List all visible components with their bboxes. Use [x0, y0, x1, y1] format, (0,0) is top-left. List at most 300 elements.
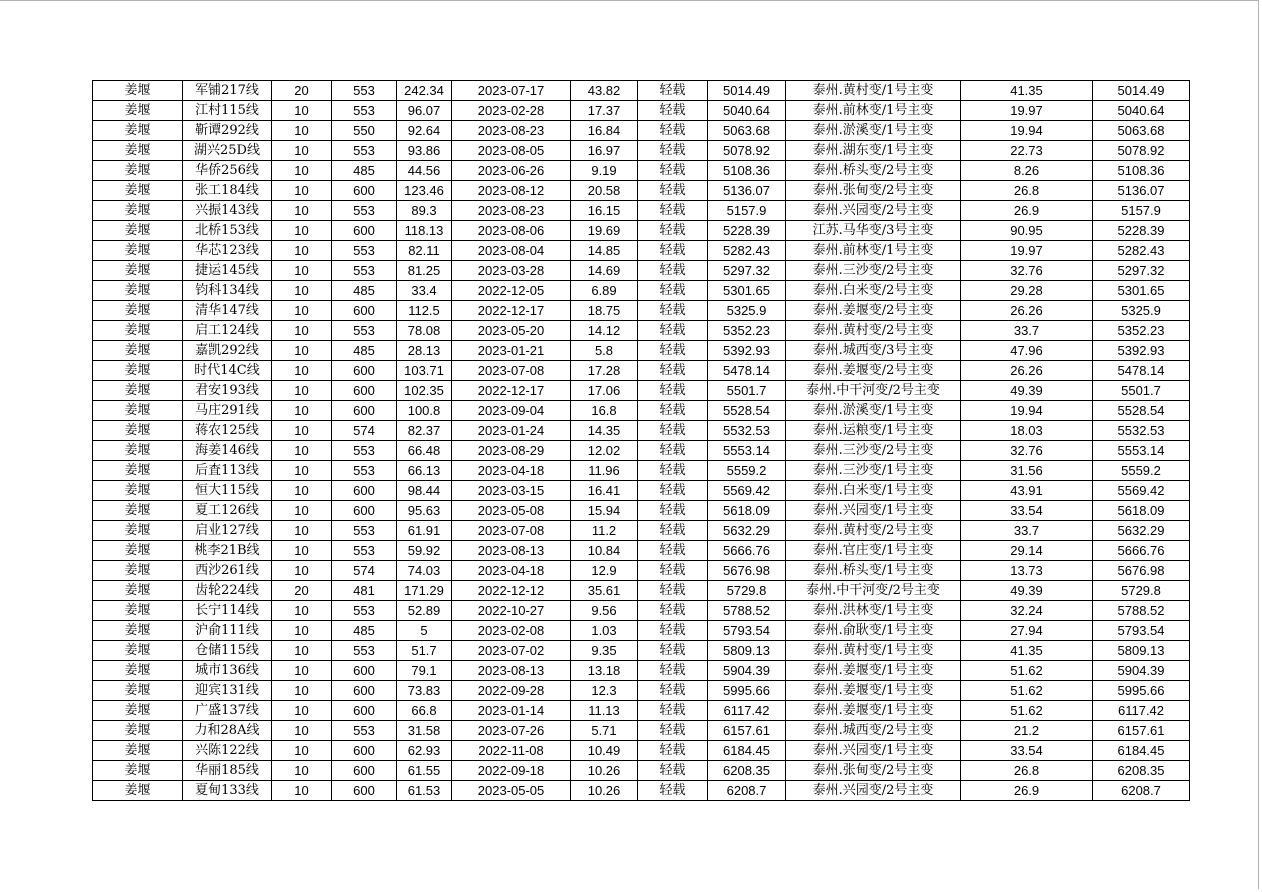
transformer-cell: 泰州.官庄变/1号主变	[786, 541, 961, 561]
date-cell: 2023-07-02	[452, 641, 571, 661]
line-name-cell: 北桥153线	[183, 221, 272, 241]
transformer-load-cell: 19.97	[961, 241, 1093, 261]
district-cell: 姜堰	[93, 181, 183, 201]
capacity-cell: 600	[332, 481, 397, 501]
transformer-cell: 泰州.姜堰变/1号主变	[786, 681, 961, 701]
load-cell: 61.91	[397, 521, 452, 541]
voltage-cell: 10	[272, 241, 332, 261]
load-cell: 82.11	[397, 241, 452, 261]
capacity-cell: 574	[332, 561, 397, 581]
load-status-cell: 轻载	[638, 381, 708, 401]
load-cell: 51.7	[397, 641, 452, 661]
date-cell: 2023-09-04	[452, 401, 571, 421]
total-cell: 5618.09	[1093, 501, 1190, 521]
capacity-cell: 485	[332, 621, 397, 641]
date-cell: 2023-01-24	[452, 421, 571, 441]
date-cell: 2023-07-08	[452, 361, 571, 381]
capacity-cell: 600	[332, 381, 397, 401]
value-cell: 5014.49	[708, 81, 786, 101]
table-row	[93, 341, 1190, 361]
district-cell: 姜堰	[93, 601, 183, 621]
district-cell: 姜堰	[93, 121, 183, 141]
load-cell: 33.4	[397, 281, 452, 301]
load-status-cell: 轻载	[638, 701, 708, 721]
transformer-load-cell: 32.76	[961, 261, 1093, 281]
load-cell: 78.08	[397, 321, 452, 341]
total-cell: 5553.14	[1093, 441, 1190, 461]
load-status-cell: 轻载	[638, 541, 708, 561]
capacity-cell: 600	[332, 741, 397, 761]
line-name-cell: 西沙261线	[183, 561, 272, 581]
load-cell: 66.13	[397, 461, 452, 481]
voltage-cell: 10	[272, 181, 332, 201]
load-rate-cell: 5.8	[571, 341, 638, 361]
capacity-cell: 600	[332, 181, 397, 201]
total-cell: 5078.92	[1093, 141, 1190, 161]
capacity-cell: 550	[332, 121, 397, 141]
transformer-cell: 泰州.俞耿变/1号主变	[786, 621, 961, 641]
transformer-cell: 泰州.淤溪变/1号主变	[786, 401, 961, 421]
voltage-cell: 10	[272, 481, 332, 501]
transformer-cell: 泰州.桥头变/2号主变	[786, 161, 961, 181]
table-row	[93, 561, 1190, 581]
capacity-cell: 553	[332, 241, 397, 261]
load-cell: 82.37	[397, 421, 452, 441]
district-cell: 姜堰	[93, 201, 183, 221]
load-rate-cell: 10.26	[571, 761, 638, 781]
date-cell: 2023-08-29	[452, 441, 571, 461]
table-row	[93, 161, 1190, 181]
transformer-load-cell: 33.54	[961, 741, 1093, 761]
value-cell: 5501.7	[708, 381, 786, 401]
voltage-cell: 10	[272, 221, 332, 241]
transformer-cell: 泰州.姜堰变/1号主变	[786, 701, 961, 721]
total-cell: 5136.07	[1093, 181, 1190, 201]
value-cell: 5618.09	[708, 501, 786, 521]
line-name-cell: 迎宾131线	[183, 681, 272, 701]
table-row	[93, 101, 1190, 121]
capacity-cell: 600	[332, 661, 397, 681]
capacity-cell: 553	[332, 641, 397, 661]
value-cell: 5040.64	[708, 101, 786, 121]
total-cell: 5729.8	[1093, 581, 1190, 601]
value-cell: 5325.9	[708, 301, 786, 321]
capacity-cell: 553	[332, 541, 397, 561]
transformer-cell: 泰州.兴园变/2号主变	[786, 201, 961, 221]
total-cell: 6184.45	[1093, 741, 1190, 761]
voltage-cell: 10	[272, 421, 332, 441]
line-name-cell: 启业127线	[183, 521, 272, 541]
load-cell: 242.34	[397, 81, 452, 101]
total-cell: 5325.9	[1093, 301, 1190, 321]
capacity-cell: 553	[332, 201, 397, 221]
line-name-cell: 清华147线	[183, 301, 272, 321]
load-cell: 31.58	[397, 721, 452, 741]
value-cell: 5553.14	[708, 441, 786, 461]
transformer-load-cell: 41.35	[961, 641, 1093, 661]
load-cell: 100.8	[397, 401, 452, 421]
voltage-cell: 10	[272, 361, 332, 381]
transformer-load-cell: 26.26	[961, 361, 1093, 381]
load-status-cell: 轻载	[638, 501, 708, 521]
load-rate-cell: 9.56	[571, 601, 638, 621]
load-status-cell: 轻载	[638, 301, 708, 321]
voltage-cell: 10	[272, 301, 332, 321]
voltage-cell: 10	[272, 701, 332, 721]
district-cell: 姜堰	[93, 361, 183, 381]
transformer-cell: 泰州.张甸变/2号主变	[786, 761, 961, 781]
load-cell: 93.86	[397, 141, 452, 161]
total-cell: 5282.43	[1093, 241, 1190, 261]
total-cell: 5559.2	[1093, 461, 1190, 481]
district-cell: 姜堰	[93, 441, 183, 461]
line-name-cell: 恒大115线	[183, 481, 272, 501]
total-cell: 5301.65	[1093, 281, 1190, 301]
district-cell: 姜堰	[93, 621, 183, 641]
table-row	[93, 441, 1190, 461]
date-cell: 2023-06-26	[452, 161, 571, 181]
date-cell: 2023-03-15	[452, 481, 571, 501]
table-row	[93, 421, 1190, 441]
load-status-cell: 轻载	[638, 361, 708, 381]
transformer-load-cell: 43.91	[961, 481, 1093, 501]
total-cell: 5297.32	[1093, 261, 1190, 281]
district-cell: 姜堰	[93, 401, 183, 421]
line-name-cell: 张工184线	[183, 181, 272, 201]
load-cell: 59.92	[397, 541, 452, 561]
date-cell: 2023-05-05	[452, 781, 571, 801]
load-status-cell: 轻载	[638, 561, 708, 581]
transformer-load-cell: 21.2	[961, 721, 1093, 741]
table-row	[93, 781, 1190, 801]
district-cell: 姜堰	[93, 261, 183, 281]
load-status-cell: 轻载	[638, 461, 708, 481]
transformer-cell: 泰州.白米变/2号主变	[786, 281, 961, 301]
load-rate-cell: 16.84	[571, 121, 638, 141]
transformer-cell: 泰州.黄村变/2号主变	[786, 321, 961, 341]
date-cell: 2023-02-28	[452, 101, 571, 121]
load-cell: 66.48	[397, 441, 452, 461]
voltage-cell: 10	[272, 501, 332, 521]
load-cell: 5	[397, 621, 452, 641]
load-status-cell: 轻载	[638, 661, 708, 681]
date-cell: 2022-11-08	[452, 741, 571, 761]
load-status-cell: 轻载	[638, 601, 708, 621]
district-cell: 姜堰	[93, 321, 183, 341]
load-rate-cell: 9.35	[571, 641, 638, 661]
value-cell: 5532.53	[708, 421, 786, 441]
date-cell: 2023-08-06	[452, 221, 571, 241]
voltage-cell: 10	[272, 461, 332, 481]
date-cell: 2023-08-23	[452, 121, 571, 141]
transformer-load-cell: 51.62	[961, 681, 1093, 701]
capacity-cell: 600	[332, 221, 397, 241]
transformer-cell: 泰州.前林变/1号主变	[786, 241, 961, 261]
load-cell: 95.63	[397, 501, 452, 521]
capacity-cell: 481	[332, 581, 397, 601]
date-cell: 2023-01-21	[452, 341, 571, 361]
value-cell: 5108.36	[708, 161, 786, 181]
transformer-cell: 泰州.黄村变/2号主变	[786, 521, 961, 541]
table-row	[93, 301, 1190, 321]
date-cell: 2022-12-17	[452, 381, 571, 401]
capacity-cell: 553	[332, 261, 397, 281]
district-cell: 姜堰	[93, 501, 183, 521]
transformer-load-cell: 27.94	[961, 621, 1093, 641]
load-rate-cell: 14.35	[571, 421, 638, 441]
value-cell: 5569.42	[708, 481, 786, 501]
table-row	[93, 461, 1190, 481]
district-cell: 姜堰	[93, 381, 183, 401]
transformer-load-cell: 49.39	[961, 581, 1093, 601]
table-row	[93, 521, 1190, 541]
value-cell: 5528.54	[708, 401, 786, 421]
date-cell: 2023-04-18	[452, 461, 571, 481]
voltage-cell: 10	[272, 201, 332, 221]
district-cell: 姜堰	[93, 241, 183, 261]
voltage-cell: 10	[272, 401, 332, 421]
value-cell: 5078.92	[708, 141, 786, 161]
district-cell: 姜堰	[93, 161, 183, 181]
district-cell: 姜堰	[93, 761, 183, 781]
transformer-load-cell: 18.03	[961, 421, 1093, 441]
line-name-cell: 嘉凯292线	[183, 341, 272, 361]
load-cell: 73.83	[397, 681, 452, 701]
table-row	[93, 681, 1190, 701]
line-name-cell: 蒋农125线	[183, 421, 272, 441]
transformer-cell: 泰州.中干河变/2号主变	[786, 581, 961, 601]
load-cell: 61.55	[397, 761, 452, 781]
capacity-cell: 600	[332, 361, 397, 381]
transformer-cell: 泰州.中干河变/2号主变	[786, 381, 961, 401]
load-cell: 92.64	[397, 121, 452, 141]
date-cell: 2023-07-17	[452, 81, 571, 101]
date-cell: 2023-08-04	[452, 241, 571, 261]
date-cell: 2023-03-28	[452, 261, 571, 281]
total-cell: 5793.54	[1093, 621, 1190, 641]
load-rate-cell: 13.18	[571, 661, 638, 681]
voltage-cell: 10	[272, 101, 332, 121]
table-row	[93, 141, 1190, 161]
voltage-cell: 10	[272, 281, 332, 301]
load-status-cell: 轻载	[638, 761, 708, 781]
table-row	[93, 181, 1190, 201]
capacity-cell: 553	[332, 521, 397, 541]
voltage-cell: 10	[272, 541, 332, 561]
value-cell: 5788.52	[708, 601, 786, 621]
value-cell: 5676.98	[708, 561, 786, 581]
line-name-cell: 兴振143线	[183, 201, 272, 221]
voltage-cell: 10	[272, 621, 332, 641]
line-name-cell: 城市136线	[183, 661, 272, 681]
transformer-cell: 泰州.城西变/3号主变	[786, 341, 961, 361]
date-cell: 2022-12-12	[452, 581, 571, 601]
total-cell: 5352.23	[1093, 321, 1190, 341]
table-row	[93, 321, 1190, 341]
value-cell: 5392.93	[708, 341, 786, 361]
load-status-cell: 轻载	[638, 141, 708, 161]
load-rate-cell: 17.37	[571, 101, 638, 121]
load-cell: 61.53	[397, 781, 452, 801]
date-cell: 2023-08-23	[452, 201, 571, 221]
value-cell: 5282.43	[708, 241, 786, 261]
transformer-cell: 泰州.白米变/1号主变	[786, 481, 961, 501]
total-cell: 5108.36	[1093, 161, 1190, 181]
capacity-cell: 553	[332, 721, 397, 741]
table-row	[93, 701, 1190, 721]
value-cell: 5228.39	[708, 221, 786, 241]
load-cell: 171.29	[397, 581, 452, 601]
capacity-cell: 553	[332, 141, 397, 161]
load-rate-cell: 12.9	[571, 561, 638, 581]
table-row	[93, 761, 1190, 781]
table-row	[93, 381, 1190, 401]
voltage-cell: 10	[272, 741, 332, 761]
transformer-cell: 泰州.桥头变/1号主变	[786, 561, 961, 581]
district-cell: 姜堰	[93, 101, 183, 121]
transformer-load-cell: 32.24	[961, 601, 1093, 621]
value-cell: 5297.32	[708, 261, 786, 281]
transformer-cell: 泰州.前林变/1号主变	[786, 101, 961, 121]
transformer-load-cell: 19.94	[961, 121, 1093, 141]
transformer-load-cell: 51.62	[961, 701, 1093, 721]
load-status-cell: 轻载	[638, 241, 708, 261]
load-cell: 103.71	[397, 361, 452, 381]
load-cell: 52.89	[397, 601, 452, 621]
load-status-cell: 轻载	[638, 121, 708, 141]
transformer-load-cell: 51.62	[961, 661, 1093, 681]
load-cell: 98.44	[397, 481, 452, 501]
line-name-cell: 华侨256线	[183, 161, 272, 181]
load-rate-cell: 35.61	[571, 581, 638, 601]
table-row	[93, 81, 1190, 101]
line-name-cell: 力和28A线	[183, 721, 272, 741]
district-cell: 姜堰	[93, 421, 183, 441]
capacity-cell: 485	[332, 161, 397, 181]
transformer-load-cell: 26.8	[961, 181, 1093, 201]
district-cell: 姜堰	[93, 661, 183, 681]
line-name-cell: 华芯123线	[183, 241, 272, 261]
date-cell: 2022-12-05	[452, 281, 571, 301]
table-row	[93, 121, 1190, 141]
load-status-cell: 轻载	[638, 481, 708, 501]
transformer-cell: 泰州.兴园变/1号主变	[786, 741, 961, 761]
table-row	[93, 241, 1190, 261]
load-rate-cell: 10.84	[571, 541, 638, 561]
voltage-cell: 10	[272, 381, 332, 401]
load-rate-cell: 15.94	[571, 501, 638, 521]
load-rate-cell: 11.2	[571, 521, 638, 541]
line-name-cell: 时代14C线	[183, 361, 272, 381]
transformer-load-cell: 26.9	[961, 201, 1093, 221]
value-cell: 5157.9	[708, 201, 786, 221]
value-cell: 5729.8	[708, 581, 786, 601]
voltage-cell: 10	[272, 641, 332, 661]
load-cell: 79.1	[397, 661, 452, 681]
value-cell: 5995.66	[708, 681, 786, 701]
voltage-cell: 20	[272, 81, 332, 101]
district-cell: 姜堰	[93, 141, 183, 161]
transformer-load-cell: 26.26	[961, 301, 1093, 321]
table-row	[93, 621, 1190, 641]
value-cell: 5352.23	[708, 321, 786, 341]
load-rate-cell: 43.82	[571, 81, 638, 101]
total-cell: 5040.64	[1093, 101, 1190, 121]
transformer-load-cell: 19.97	[961, 101, 1093, 121]
value-cell: 6208.35	[708, 761, 786, 781]
capacity-cell: 553	[332, 101, 397, 121]
total-cell: 5809.13	[1093, 641, 1190, 661]
line-name-cell: 兴陈122线	[183, 741, 272, 761]
transformer-cell: 泰州.姜堰变/1号主变	[786, 661, 961, 681]
district-cell: 姜堰	[93, 281, 183, 301]
load-status-cell: 轻载	[638, 641, 708, 661]
line-name-cell: 齿轮224线	[183, 581, 272, 601]
transformer-load-cell: 19.94	[961, 401, 1093, 421]
voltage-cell: 10	[272, 601, 332, 621]
date-cell: 2023-02-08	[452, 621, 571, 641]
line-name-cell: 启工124线	[183, 321, 272, 341]
load-cell: 44.56	[397, 161, 452, 181]
line-name-cell: 长宁114线	[183, 601, 272, 621]
district-cell: 姜堰	[93, 781, 183, 801]
total-cell: 6157.61	[1093, 721, 1190, 741]
load-status-cell: 轻载	[638, 421, 708, 441]
value-cell: 6208.7	[708, 781, 786, 801]
line-name-cell: 靳谭292线	[183, 121, 272, 141]
total-cell: 5788.52	[1093, 601, 1190, 621]
data-table	[92, 80, 1190, 801]
load-cell: 28.13	[397, 341, 452, 361]
value-cell: 5793.54	[708, 621, 786, 641]
load-rate-cell: 10.49	[571, 741, 638, 761]
transformer-cell: 泰州.兴园变/2号主变	[786, 781, 961, 801]
district-cell: 姜堰	[93, 641, 183, 661]
table-body	[93, 81, 1190, 801]
load-rate-cell: 17.28	[571, 361, 638, 381]
load-status-cell: 轻载	[638, 341, 708, 361]
value-cell: 5301.65	[708, 281, 786, 301]
capacity-cell: 600	[332, 401, 397, 421]
value-cell: 5559.2	[708, 461, 786, 481]
total-cell: 5501.7	[1093, 381, 1190, 401]
district-cell: 姜堰	[93, 741, 183, 761]
date-cell: 2023-05-20	[452, 321, 571, 341]
date-cell: 2023-08-05	[452, 141, 571, 161]
load-rate-cell: 17.06	[571, 381, 638, 401]
date-cell: 2022-09-28	[452, 681, 571, 701]
line-name-cell: 马庄291线	[183, 401, 272, 421]
transformer-cell: 泰州.姜堰变/2号主变	[786, 301, 961, 321]
line-name-cell: 钧科134线	[183, 281, 272, 301]
value-cell: 5478.14	[708, 361, 786, 381]
load-rate-cell: 16.8	[571, 401, 638, 421]
total-cell: 5063.68	[1093, 121, 1190, 141]
table-row	[93, 581, 1190, 601]
capacity-cell: 553	[332, 461, 397, 481]
total-cell: 5228.39	[1093, 221, 1190, 241]
capacity-cell: 600	[332, 761, 397, 781]
load-rate-cell: 14.85	[571, 241, 638, 261]
transformer-cell: 泰州.洪林变/1号主变	[786, 601, 961, 621]
total-cell: 5532.53	[1093, 421, 1190, 441]
load-status-cell: 轻载	[638, 281, 708, 301]
line-name-cell: 君安193线	[183, 381, 272, 401]
load-rate-cell: 5.71	[571, 721, 638, 741]
table-row	[93, 601, 1190, 621]
district-cell: 姜堰	[93, 481, 183, 501]
load-status-cell: 轻载	[638, 201, 708, 221]
